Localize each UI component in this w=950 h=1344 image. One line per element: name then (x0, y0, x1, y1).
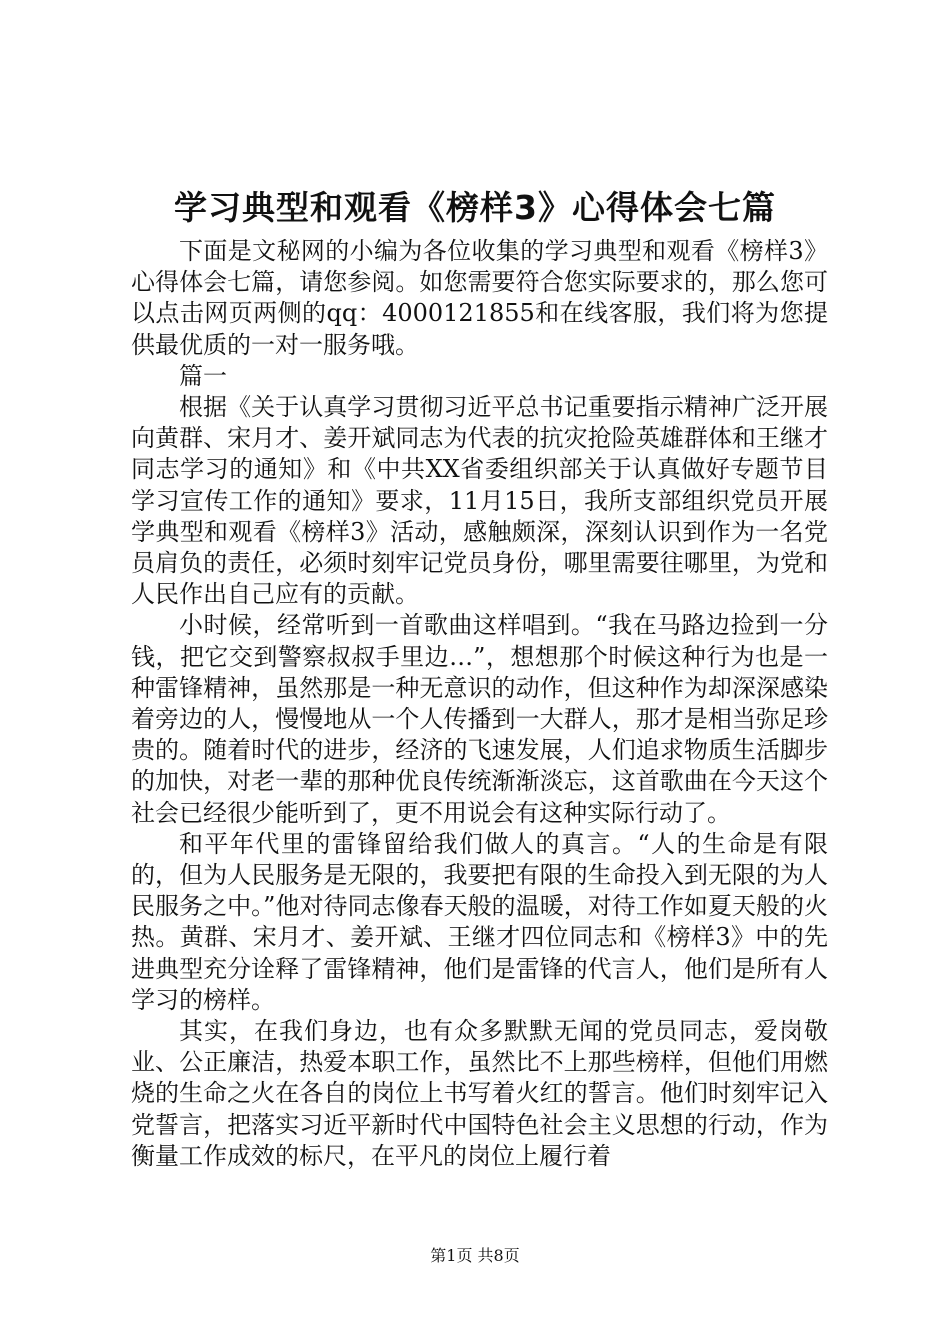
intro-paragraph: 下面是文秘网的小编为各位收集的学习典型和观看《榜样3》心得体会七篇，请您参阅。如您需要符合您实际要求的，那么您可以点击网页两侧的qq：4000121855和在线客服，我们将为您提供最优质的一对一服务哦。 (131, 237, 828, 359)
document-title: 学习典型和观看《榜样3》心得体会七篇 (174, 188, 776, 227)
section-heading: 篇一 (179, 361, 227, 390)
page-footer: 第1页 共8页 (430, 1246, 520, 1265)
body-paragraph: 其实，在我们身边，也有众多默默无闻的党员同志，爱岗敬业、公正廉洁，热爱本职工作，虽然比不上那些榜样，但他们用燃烧的生命之火在各自的岗位上书写着火红的誓言。他们时刻牢记入党誓言，把落实习近平新时代中国特色社会主义思想的行动，作为衡量工作成效的标尺，在平凡的岗位上履行着 (131, 1017, 828, 1170)
body-paragraph: 根据《关于认真学习贯彻习近平总书记重要指示精神广泛开展向黄群、宋月才、姜开斌同志为代表的抗灾抢险英雄群体和王继才同志学习的通知》和《中共XX省委组织部关于认真做好专题节目学习宣传工作的通知》要求，11月15日，我所支部组织党员开展学典型和观看《榜样3》活动，感触颇深，深刻认识到作为一名党员肩负的责任，必须时刻牢记党员身份，哪里需要往哪里，为党和人民作出自己应有的贡献。 (131, 393, 828, 609)
document-body (131, 236, 828, 1172)
body-paragraph: 小时候，经常听到一首歌曲这样唱到。“我在马路边捡到一分钱，把它交到警察叔叔手里边…”，想想那个时候这种行为也是一种雷锋精神，虽然那是一种无意识的动作，但这种作为却深深感染着旁边的人，慢慢地从一个人传播到一大群人，那才是相当弥足珍贵的。随着时代的进步，经济的飞速发展，人们追求物质生活脚步的加快，对老一辈的那种优良传统渐渐淡忘，这首歌曲在今天这个社会已经很少能听到了，更不用说会有这种实际行动了。 (131, 611, 828, 827)
body-paragraph: 和平年代里的雷锋留给我们做人的真言。“人的生命是有限的，但为人民服务是无限的，我要把有限的生命投入到无限的为人民服务之中。”他对待同志像春天般的温暖，对待工作如夏天般的火热。黄群、宋月才、姜开斌、王继才四位同志和《榜样3》中的先进典型充分诠释了雷锋精神，他们是雷锋的代言人，他们是所有人学习的榜样。 (131, 829, 828, 1014)
